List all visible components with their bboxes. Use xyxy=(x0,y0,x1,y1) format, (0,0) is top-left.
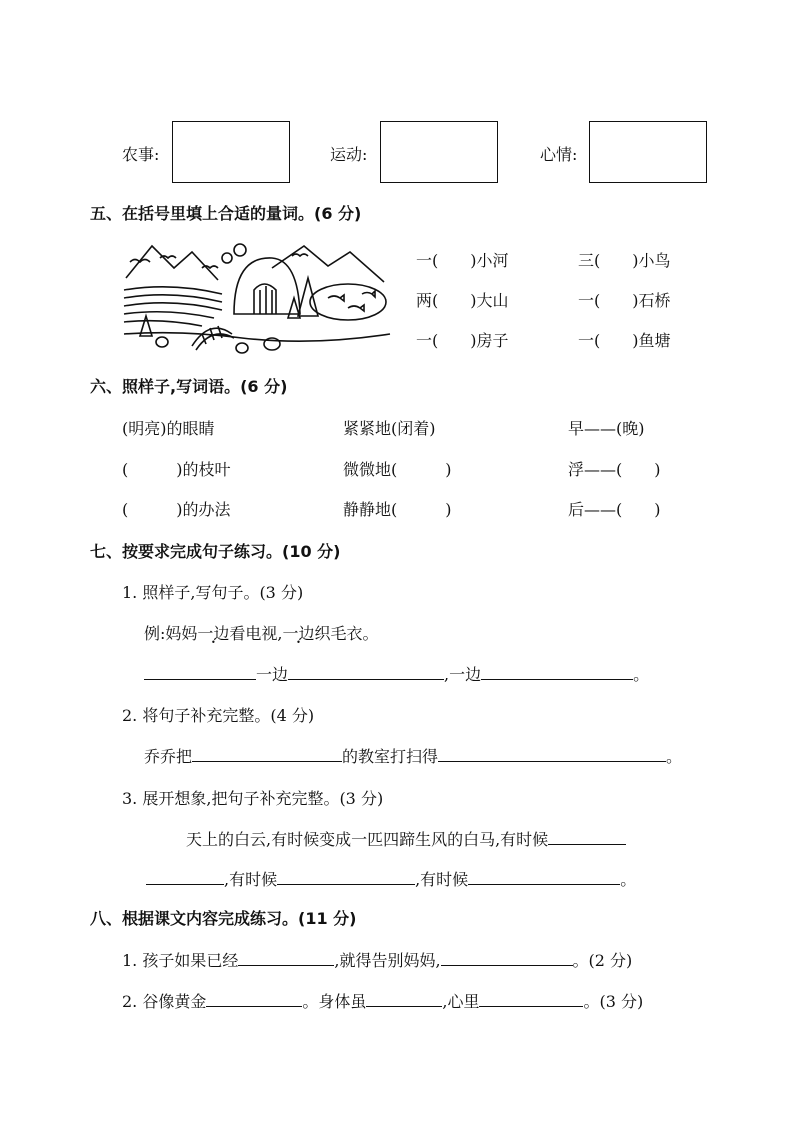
s8-q1-line: 1. 孩子如果已经 ,就得告别妈妈, 。(2 分) xyxy=(122,951,633,970)
s7-q1-answer-line: 一边 ,一边 。 xyxy=(144,662,649,685)
s7-q2-title: 2. 将句子补充完整。(4 分) xyxy=(122,706,315,725)
emphasis-word-2: 一边 xyxy=(282,624,315,643)
s7-q1-title: 1. 照样子,写句子。(3 分) xyxy=(122,583,304,602)
s5-row3-left: 一( )房子 xyxy=(416,331,509,350)
blank-13[interactable] xyxy=(366,990,442,1007)
s7-q3-line2: ,有时候 ,有时候 。 xyxy=(146,867,636,890)
s5-row3-right: 一( )鱼塘 xyxy=(578,331,671,350)
s6-r2-c1: ( )的枝叶 xyxy=(122,460,231,479)
s6-r1-c2: 紧紧地(闭着) xyxy=(343,419,436,438)
s8-q2-line: 2. 谷像黄金 。身体虽 ,心里 。(3 分) xyxy=(122,992,644,1011)
blank-12[interactable] xyxy=(206,990,302,1007)
s5-row1-left: 一( )小河 xyxy=(416,251,509,270)
answer-box-mood[interactable] xyxy=(589,121,707,183)
s7-q2-line: 乔乔把 的教室打扫得 。 xyxy=(144,747,683,766)
blank-10[interactable] xyxy=(238,949,334,966)
s7-q1-example: 例:妈妈一边看电视,一边织毛衣。 xyxy=(144,624,379,643)
section6-title: 六、照样子,写词语。(6 分) xyxy=(90,377,288,396)
section8-title: 八、根据课文内容完成练习。(11 分) xyxy=(90,909,357,928)
s5-row1-right: 三( )小鸟 xyxy=(578,251,671,270)
blank-7[interactable] xyxy=(146,868,224,885)
blank-4[interactable] xyxy=(192,745,342,762)
s5-row2-left: 两( )大山 xyxy=(416,291,509,310)
blank-6[interactable] xyxy=(548,828,626,845)
s6-r2-c3: 浮——( ) xyxy=(568,460,661,479)
landscape-illustration xyxy=(122,238,394,354)
emphasis-word-1: 一边 xyxy=(197,624,230,643)
blank-1[interactable] xyxy=(144,663,256,680)
label-sports: 运动: xyxy=(330,145,368,164)
blank-9[interactable] xyxy=(468,868,620,885)
s6-r1-c1: (明亮)的眼睛 xyxy=(122,419,215,438)
blank-14[interactable] xyxy=(479,990,583,1007)
label-mood: 心情: xyxy=(540,145,578,164)
blank-3[interactable] xyxy=(481,663,633,680)
blank-5[interactable] xyxy=(438,745,666,762)
label-farm-work: 农事: xyxy=(122,145,160,164)
section7-title: 七、按要求完成句子练习。(10 分) xyxy=(90,542,341,561)
s7-q3-line1: 天上的白云,有时候变成一匹四蹄生风的白马,有时候 xyxy=(186,827,626,850)
blank-8[interactable] xyxy=(277,868,415,885)
blank-2[interactable] xyxy=(288,663,444,680)
section5-title: 五、在括号里填上合适的量词。(6 分) xyxy=(90,204,362,223)
s6-r1-c3: 早——(晚) xyxy=(568,419,645,438)
blank-11[interactable] xyxy=(441,949,573,966)
s6-r2-c2: 微微地( ) xyxy=(343,460,452,479)
s7-q3-title: 3. 展开想象,把句子补充完整。(3 分) xyxy=(122,789,384,808)
answer-box-farm-work[interactable] xyxy=(172,121,290,183)
answer-box-sports[interactable] xyxy=(380,121,498,183)
s6-r3-c2: 静静地( ) xyxy=(343,500,452,519)
s5-row2-right: 一( )石桥 xyxy=(578,291,671,310)
s6-r3-c3: 后——( ) xyxy=(568,500,661,519)
s6-r3-c1: ( )的办法 xyxy=(122,500,231,519)
